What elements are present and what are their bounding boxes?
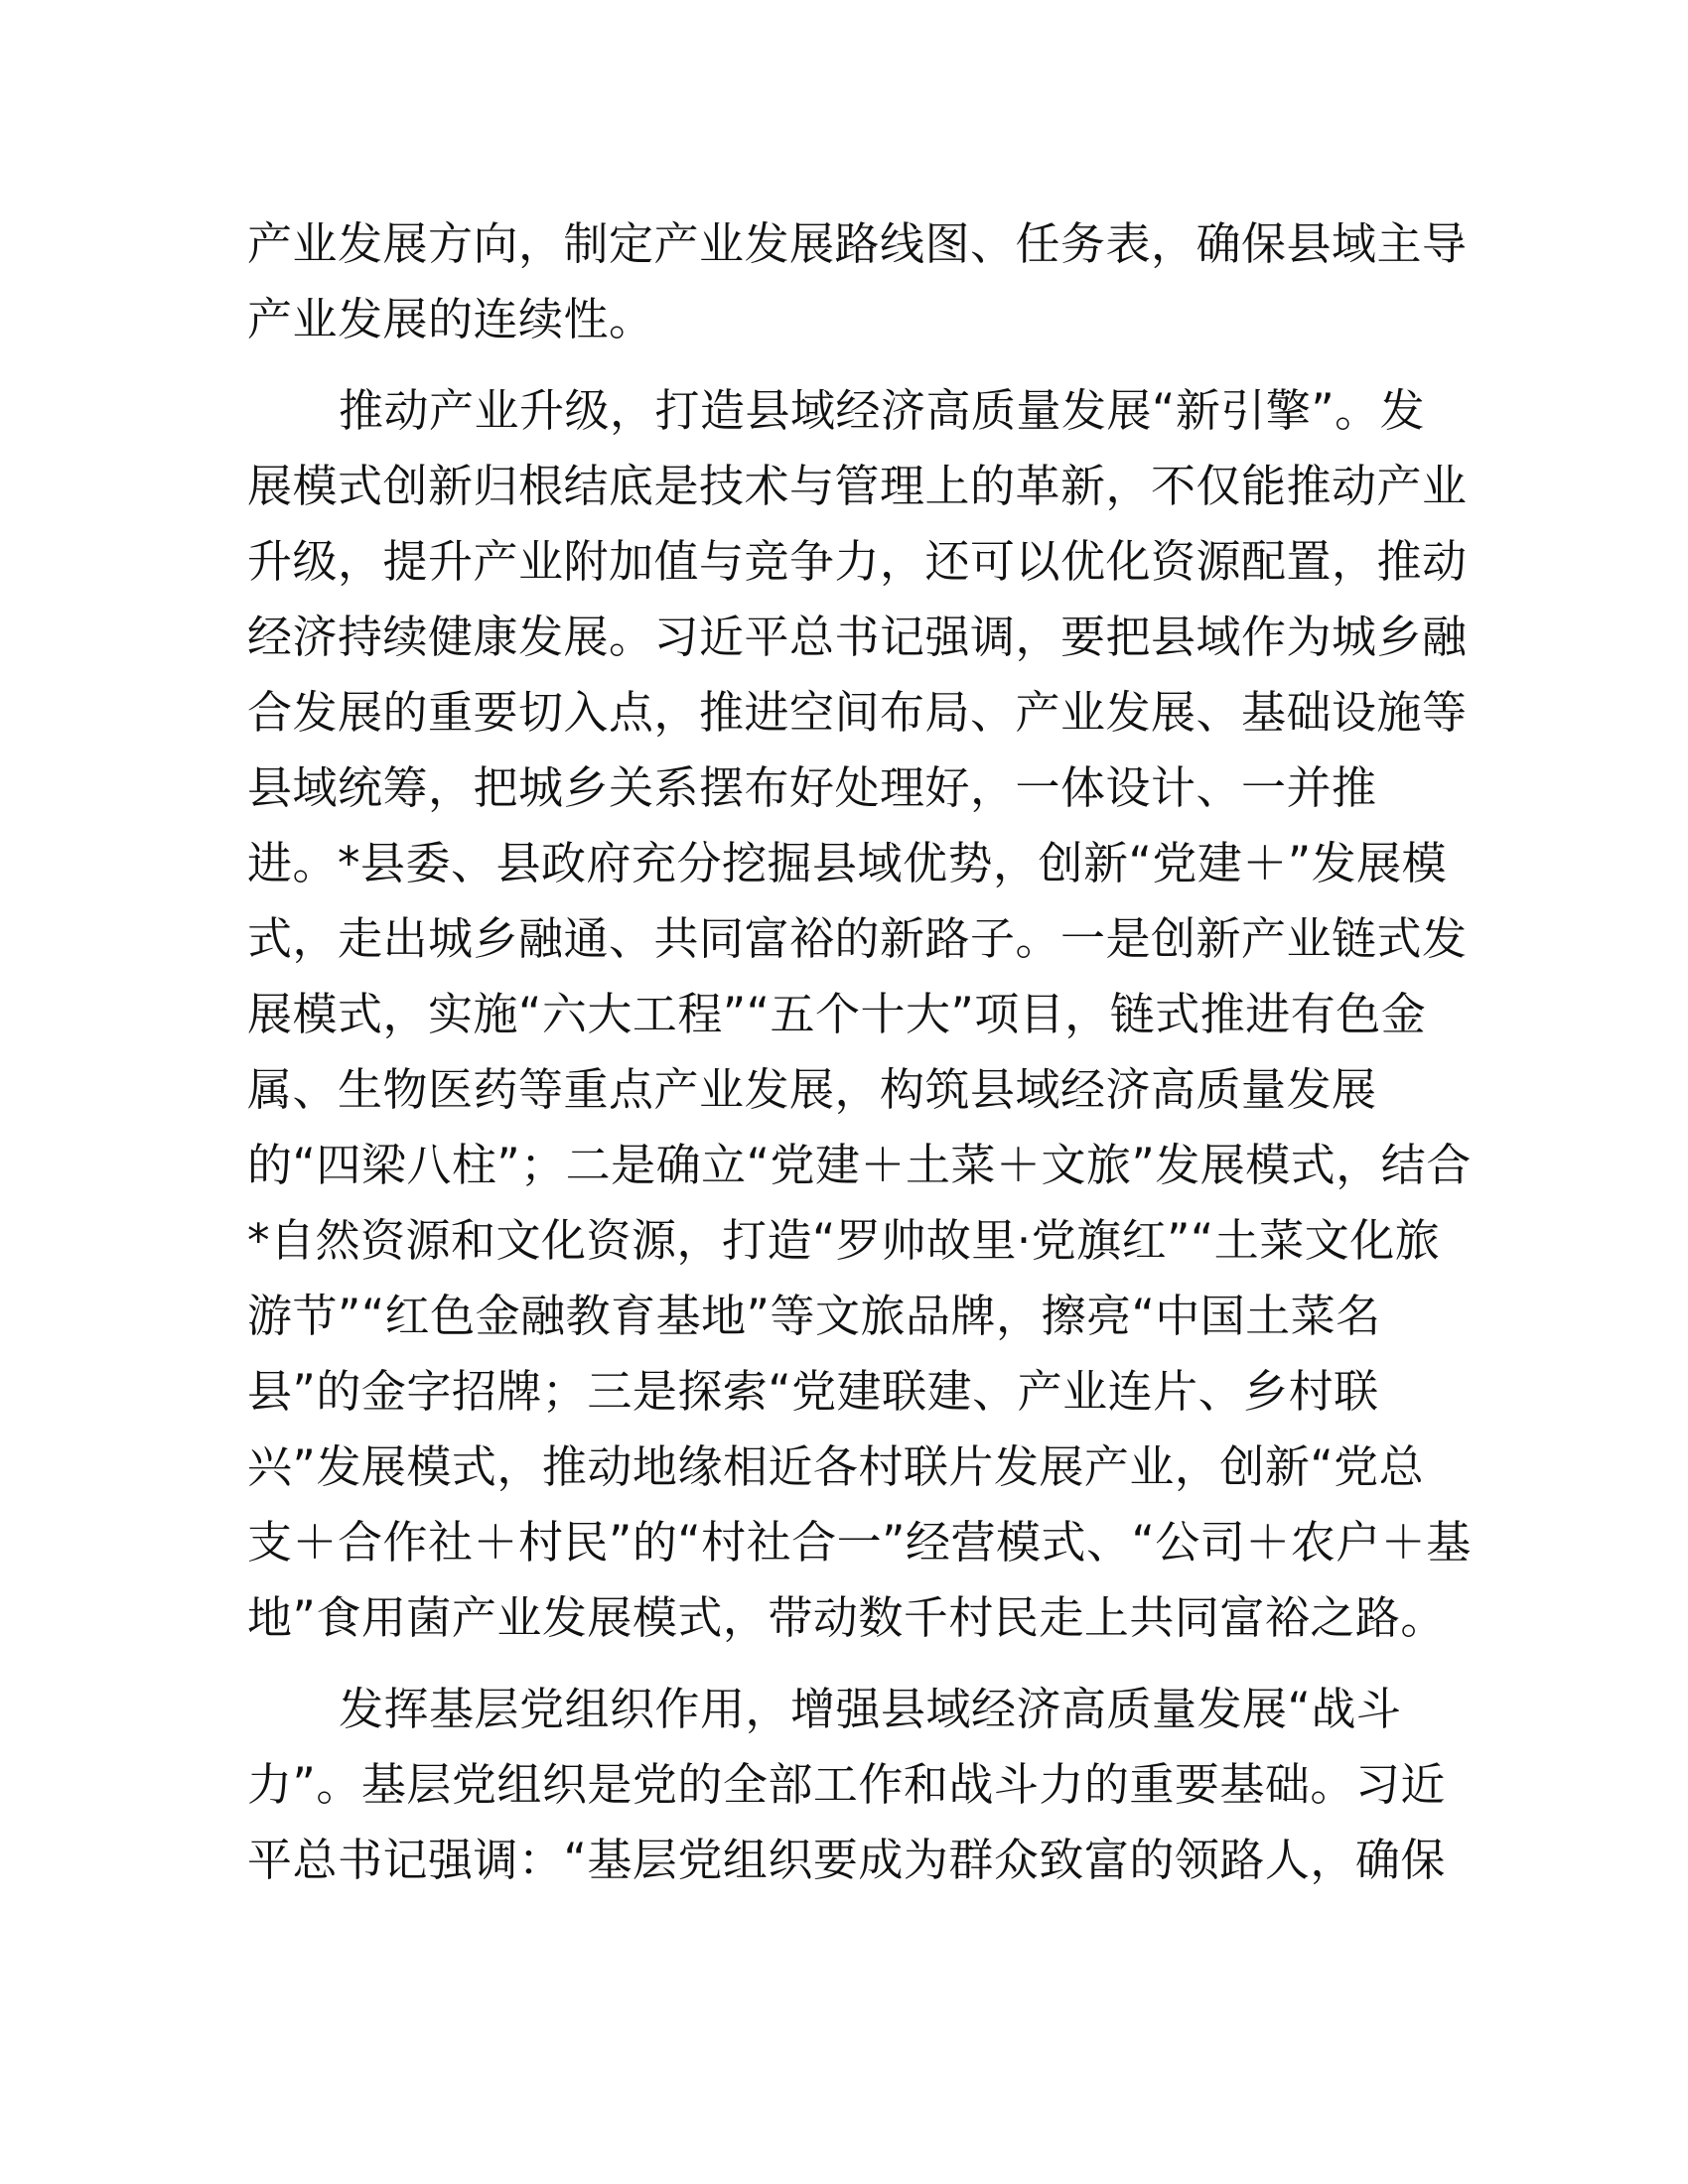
- text-line: 经济持续健康发展。习近平总书记强调，要把县域作为城乡融: [247, 611, 1468, 663]
- text-line: 地”食用菌产业发展模式，带动数千村民走上共同富裕之路。: [247, 1591, 1446, 1644]
- text-line: 产业发展方向，制定产业发展路线图、任务表，确保县域主导: [247, 217, 1468, 270]
- text-line: 属、生物医药等重点产业发展，构筑县域经济高质量发展: [247, 1063, 1377, 1116]
- text-line: 县域统筹，把城乡关系摆布好处理好，一体设计、一并推: [247, 761, 1377, 814]
- text-line: 合发展的重要切入点，推进空间布局、产业发展、基础设施等: [247, 686, 1468, 739]
- paragraph-1: [247, 206, 1468, 357]
- text-line: 的“四梁八柱”；二是确立“党建＋土菜＋文旅”发展模式，结合: [247, 1139, 1472, 1191]
- text-line: 游节”“红色金融教育基地”等文旅品牌，擦亮“中国土菜名: [247, 1290, 1381, 1342]
- text-line: 展模式创新归根结底是技术与管理上的革新，不仅能推动产业: [247, 460, 1468, 512]
- text-line: 县”的金字招牌；三是探索“党建联建、产业连片、乡村联: [247, 1365, 1379, 1418]
- paragraph-gap: [247, 357, 1439, 373]
- text-line: 进。*县委、县政府充分挖掘县域优势，创新“党建＋”发展模: [247, 837, 1448, 889]
- text-line: *自然资源和文化资源，打造“罗帅故里·党旗红”“土菜文化旅: [247, 1214, 1441, 1267]
- text-line: 平总书记强调：“基层党组织要成为群众致富的领路人，确保: [247, 1834, 1446, 1886]
- text-line: 产业发展的连续性。: [247, 293, 654, 345]
- paragraph-3: [247, 1672, 1446, 1898]
- text-line: 兴”发展模式，推动地缘相近各村联片发展产业，创新“党总: [247, 1440, 1425, 1493]
- text-line: 发挥基层党组织作用，增强县域经济高质量发展“战斗: [339, 1683, 1402, 1735]
- text-line: 支＋合作社＋村民”的“村社合一”经营模式、“公司＋农户＋基: [247, 1516, 1472, 1569]
- document-body: [247, 206, 1472, 1898]
- text-line: 展模式，实施“六大工程”“五个十大”项目，链式推进有色金: [247, 988, 1427, 1040]
- paragraph-2: [247, 373, 1472, 1656]
- text-line: 力”。基层党组织是党的全部工作和战斗力的重要基础。习近: [247, 1758, 1446, 1811]
- text-line: 式，走出城乡融通、共同富裕的新路子。一是创新产业链式发: [247, 912, 1468, 965]
- paragraph-gap: [247, 1656, 1439, 1672]
- text-line: 推动产业升级，打造县域经济高质量发展“新引擎”。发: [339, 384, 1426, 437]
- text-line: 升级，提升产业附加值与竞争力，还可以优化资源配置，推动: [247, 535, 1468, 588]
